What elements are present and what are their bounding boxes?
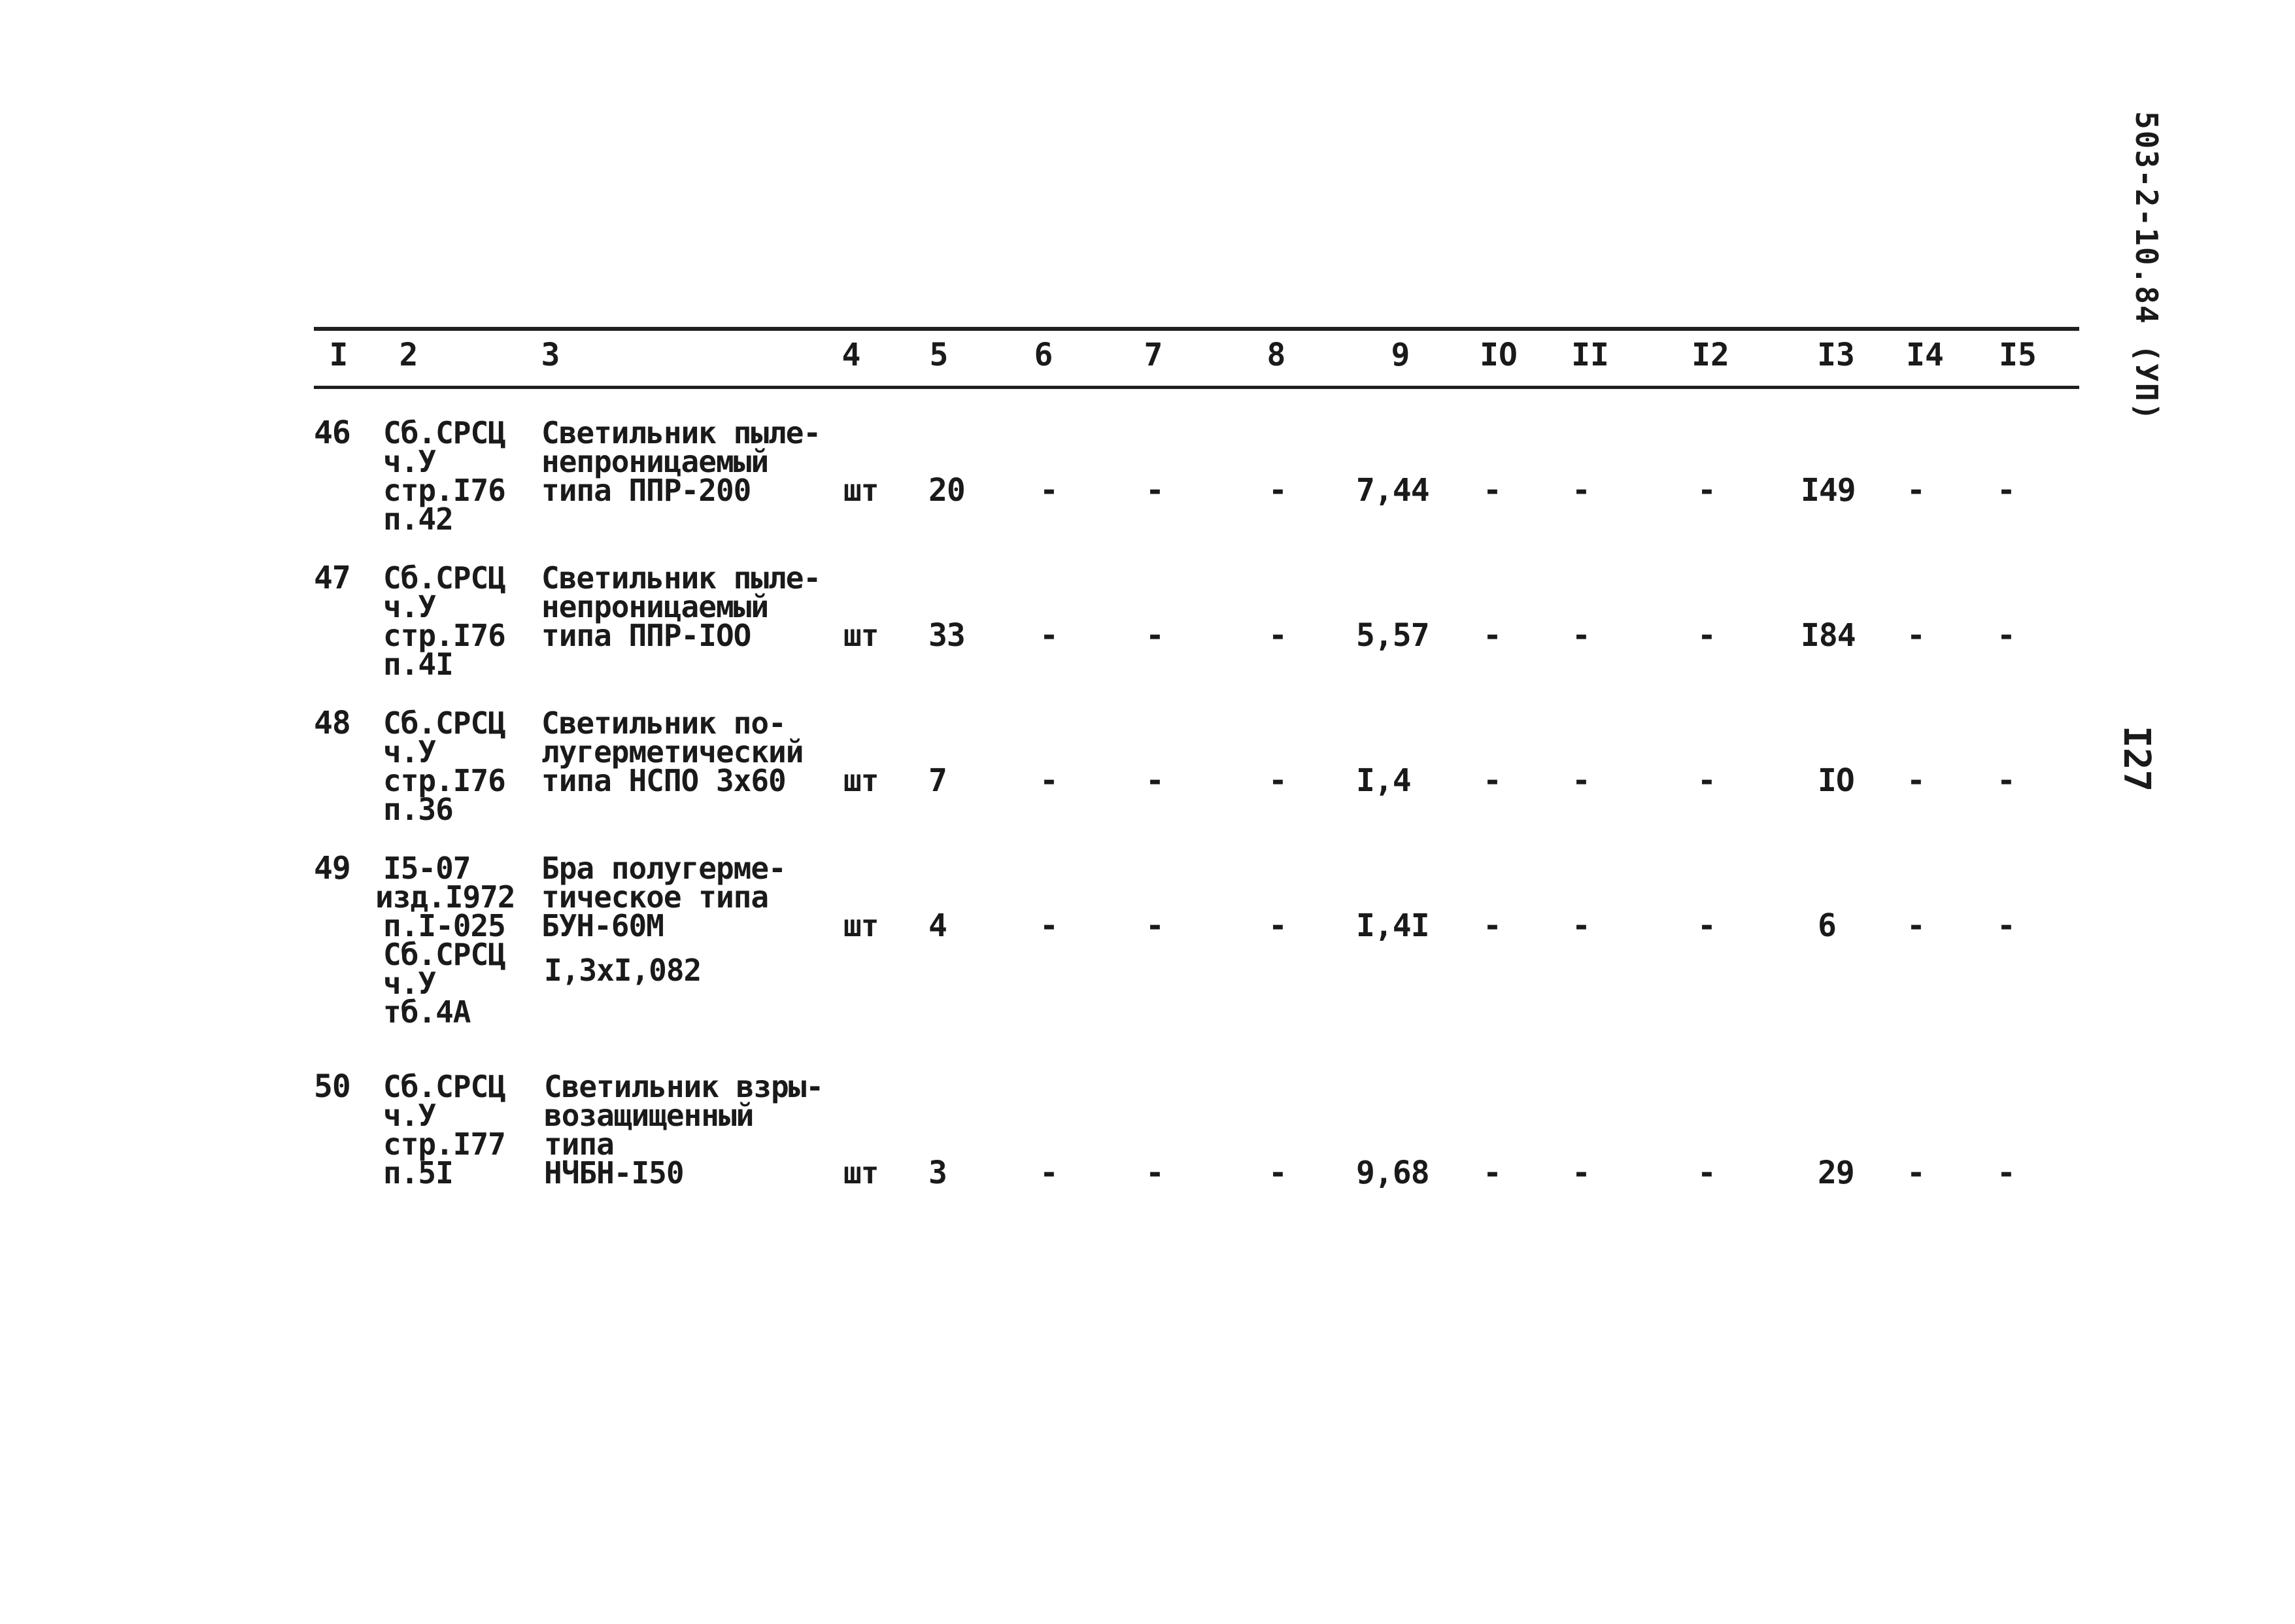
col8-value: -	[1268, 472, 1287, 509]
col12-value: -	[1697, 1155, 1716, 1191]
col9-value: I,4I	[1356, 907, 1429, 944]
col8-value: -	[1268, 1155, 1287, 1191]
source-line: п.42	[383, 501, 453, 537]
col6-value: -	[1040, 762, 1058, 799]
source-line: изд.I972	[375, 879, 515, 915]
table-top-rule	[314, 327, 2079, 331]
col8-value: -	[1268, 617, 1287, 654]
col6-value: -	[1040, 907, 1058, 944]
unit: шт	[843, 618, 879, 653]
col13-value: IO	[1818, 762, 1854, 799]
item-name-line: типа ППР-200	[541, 473, 751, 508]
quantity: 7	[928, 762, 947, 799]
row-number: 46	[314, 414, 350, 451]
col14-value: -	[1907, 907, 1925, 944]
source-line: стр.I77	[383, 1126, 505, 1162]
col13-value: 6	[1818, 907, 1836, 944]
col-header-5: 5	[929, 337, 949, 373]
col10-value: -	[1483, 617, 1501, 654]
quantity: 3	[928, 1155, 947, 1191]
source-line: тб.4А	[383, 994, 471, 1030]
col15-value: -	[1997, 1155, 2015, 1191]
col10-value: -	[1483, 472, 1501, 509]
col6-value: -	[1040, 617, 1058, 654]
source-line: стр.I76	[383, 618, 505, 653]
col14-value: -	[1907, 617, 1925, 654]
col14-value: -	[1907, 1155, 1925, 1191]
col-header-3: 3	[541, 337, 560, 373]
source-line: Сб.СРСЦ	[383, 705, 505, 741]
col10-value: -	[1483, 907, 1501, 944]
col7-value: -	[1146, 617, 1164, 654]
item-name-line: непроницаемый	[541, 444, 769, 479]
item-dimensions: I,3хI,082	[544, 953, 702, 988]
col15-value: -	[1997, 907, 2015, 944]
col11-value: -	[1572, 472, 1590, 509]
col10-value: -	[1483, 762, 1501, 799]
item-name-line: типа	[544, 1126, 614, 1162]
col13-value: I49	[1801, 472, 1856, 509]
col7-value: -	[1146, 472, 1164, 509]
source-line: п.4I	[383, 647, 453, 682]
source-line: ч.У	[383, 966, 436, 1001]
col-header-12: I2	[1692, 337, 1729, 373]
row-number: 48	[314, 705, 350, 741]
source-line: п.36	[383, 792, 453, 827]
source-line: ч.У	[383, 444, 436, 479]
source-line: Сб.СРСЦ	[383, 415, 505, 450]
unit: шт	[843, 1155, 879, 1191]
col12-value: -	[1697, 472, 1716, 509]
source-line: стр.I76	[383, 763, 505, 798]
source-line: ч.У	[383, 734, 436, 770]
col9-value: 9,68	[1356, 1155, 1429, 1191]
col11-value: -	[1572, 762, 1590, 799]
col13-value: 29	[1818, 1155, 1854, 1191]
col12-value: -	[1697, 907, 1716, 944]
col8-value: -	[1268, 762, 1287, 799]
source-line: Сб.СРСЦ	[383, 1069, 505, 1104]
item-name-line: непроницаемый	[541, 589, 769, 624]
row-number: 50	[314, 1068, 350, 1105]
source-line: I5-07	[383, 851, 471, 886]
col13-value: I84	[1801, 617, 1856, 654]
item-name-line: НЧБН-I50	[544, 1155, 684, 1191]
col-header-4: 4	[842, 337, 861, 373]
col15-value: -	[1997, 617, 2015, 654]
table-header-rule	[314, 386, 2079, 389]
col-header-10: IO	[1480, 337, 1518, 373]
unit: шт	[843, 763, 879, 798]
col-header-15: I5	[1999, 337, 2037, 373]
item-name-line: типа НСПО 3х60	[541, 763, 786, 798]
quantity: 20	[928, 472, 965, 509]
item-name-line: Светильник пыле-	[541, 560, 821, 596]
item-name-line: лугерметический	[541, 734, 804, 770]
col7-value: -	[1146, 762, 1164, 799]
col8-value: -	[1268, 907, 1287, 944]
col9-value: 5,57	[1356, 617, 1429, 654]
source-line: стр.I76	[383, 473, 505, 508]
col-header-7: 7	[1144, 337, 1163, 373]
col9-value: 7,44	[1356, 472, 1429, 509]
quantity: 33	[928, 617, 965, 654]
col-header-9: 9	[1391, 337, 1410, 373]
col12-value: -	[1697, 617, 1716, 654]
col-header-6: 6	[1034, 337, 1053, 373]
col11-value: -	[1572, 617, 1590, 654]
col-header-11: II	[1571, 337, 1609, 373]
source-line: ч.У	[383, 1098, 436, 1133]
col7-value: -	[1146, 907, 1164, 944]
item-name-line: Светильник взры-	[544, 1069, 824, 1104]
col-header-14: I4	[1906, 337, 1944, 373]
col10-value: -	[1483, 1155, 1501, 1191]
col-header-8: 8	[1266, 337, 1286, 373]
col12-value: -	[1697, 762, 1716, 799]
row-number: 49	[314, 850, 350, 887]
unit: шт	[843, 473, 879, 508]
col14-value: -	[1907, 472, 1925, 509]
item-name-line: БУН-60М	[541, 908, 664, 943]
item-name-line: Светильник по-	[541, 705, 786, 741]
col15-value: -	[1997, 762, 2015, 799]
source-line: ч.У	[383, 589, 436, 624]
col-header-2: 2	[399, 337, 418, 373]
quantity: 4	[928, 907, 947, 944]
item-name-line: тическое типа	[541, 879, 769, 915]
item-name-line: Светильник пыле-	[541, 415, 821, 450]
col11-value: -	[1572, 1155, 1590, 1191]
document-code: 503-2-10.84 (УП)	[2129, 111, 2164, 422]
unit: шт	[843, 908, 879, 943]
source-line: п.I-025	[383, 908, 505, 943]
col15-value: -	[1997, 472, 2015, 509]
row-number: 47	[314, 560, 350, 596]
col14-value: -	[1907, 762, 1925, 799]
item-name-line: Бра полугерме-	[541, 851, 786, 886]
source-line: Сб.СРСЦ	[383, 937, 505, 972]
col6-value: -	[1040, 1155, 1058, 1191]
col7-value: -	[1146, 1155, 1164, 1191]
col-header-1: I	[329, 337, 348, 373]
col11-value: -	[1572, 907, 1590, 944]
source-line: п.5I	[383, 1155, 453, 1191]
page-number: I27	[2115, 726, 2158, 792]
item-name-line: типа ППР-IOO	[541, 618, 751, 653]
item-name-line: возащищенный	[544, 1098, 754, 1133]
col6-value: -	[1040, 472, 1058, 509]
col9-value: I,4	[1356, 762, 1411, 799]
source-line: Сб.СРСЦ	[383, 560, 505, 596]
col-header-13: I3	[1817, 337, 1855, 373]
